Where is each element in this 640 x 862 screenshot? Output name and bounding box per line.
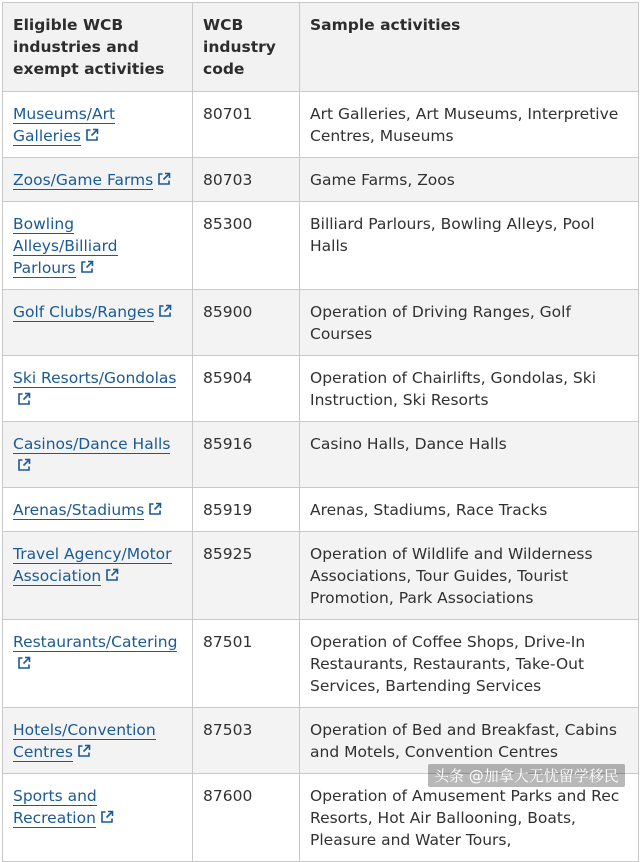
external-link-icon[interactable] (100, 810, 114, 824)
industry-cell (3, 92, 193, 158)
external-link-icon[interactable] (80, 260, 94, 274)
watermark: 头条 @加拿大无忧留学移民 (428, 764, 625, 787)
external-link-icon[interactable] (148, 502, 162, 516)
industry-link[interactable]: Restaurants/Catering (13, 633, 178, 651)
activities-cell: Art Galleries, Art Museums, Interpretive Centres, Museums (300, 92, 639, 158)
table-row (3, 356, 639, 422)
industry-cell (3, 774, 193, 862)
external-link-icon[interactable] (105, 568, 119, 582)
external-link-icon[interactable] (17, 656, 31, 670)
external-link-icon[interactable] (17, 392, 31, 406)
industry-cell (3, 532, 193, 620)
external-link-icon[interactable] (17, 458, 31, 472)
industry-cell (3, 620, 193, 708)
code-cell: 85916 (193, 422, 300, 488)
industry-link[interactable]: Hotels/Convention Centres (13, 721, 156, 761)
table-row (3, 202, 639, 290)
activities-cell: Operation of Coffee Shops, Drive-In Restaurants, Restaurants, Take-Out Services, Bartending Services (300, 620, 639, 708)
header-code: WCB industry code (193, 3, 300, 92)
header-industry: Eligible WCB industries and exempt activities (3, 3, 193, 92)
code-cell: 87600 (193, 774, 300, 862)
code-cell: 85925 (193, 532, 300, 620)
activities-cell: Operation of Bed and Breakfast, Cabins and Motels, Convention Centres (300, 708, 639, 774)
industry-link[interactable]: Ski Resorts/Gondolas (13, 369, 177, 387)
table-header-row (3, 3, 639, 92)
activities-cell: Casino Halls, Dance Halls (300, 422, 639, 488)
activities-cell: Operation of Wildlife and Wilderness Associations, Tour Guides, Tourist Promotion, Park Associations (300, 532, 639, 620)
industry-link[interactable]: Zoos/Game Farms (13, 171, 154, 189)
industry-link[interactable]: Museums/Art Galleries (13, 105, 116, 145)
external-link-icon[interactable] (158, 304, 172, 318)
table-row (3, 158, 639, 202)
activities-cell: Game Farms, Zoos (300, 158, 639, 202)
table-row (3, 532, 639, 620)
table-row (3, 422, 639, 488)
code-cell: 85919 (193, 488, 300, 532)
industry-cell (3, 202, 193, 290)
table-row (3, 620, 639, 708)
activities-cell: Operation of Amusement Parks and Rec Resorts, Hot Air Ballooning, Boats, Pleasure and Water Tours, (300, 774, 639, 862)
industry-link[interactable]: Golf Clubs/Ranges (13, 303, 155, 321)
code-cell: 85300 (193, 202, 300, 290)
external-link-icon[interactable] (77, 744, 91, 758)
code-cell: 87501 (193, 620, 300, 708)
activities-cell: Arenas, Stadiums, Race Tracks (300, 488, 639, 532)
activities-cell: Operation of Driving Ranges, Golf Courses (300, 290, 639, 356)
header-activities: Sample activities (300, 3, 639, 92)
industry-link[interactable]: Bowling Alleys/Billiard Parlours (13, 215, 118, 277)
code-cell: 85904 (193, 356, 300, 422)
industry-cell (3, 422, 193, 488)
external-link-icon[interactable] (157, 172, 171, 186)
table-row (3, 488, 639, 532)
industry-cell (3, 708, 193, 774)
industry-cell (3, 488, 193, 532)
code-cell: 87503 (193, 708, 300, 774)
code-cell: 85900 (193, 290, 300, 356)
industry-link[interactable]: Travel Agency/Motor Association (13, 545, 172, 585)
wcb-industries-table (2, 2, 639, 862)
table-row (3, 290, 639, 356)
industry-cell (3, 290, 193, 356)
activities-cell: Billiard Parlours, Bowling Alleys, Pool Halls (300, 202, 639, 290)
table-row (3, 92, 639, 158)
code-cell: 80703 (193, 158, 300, 202)
activities-cell: Operation of Chairlifts, Gondolas, Ski Instruction, Ski Resorts (300, 356, 639, 422)
industry-link[interactable]: Arenas/Stadiums (13, 501, 145, 519)
code-cell: 80701 (193, 92, 300, 158)
industry-link[interactable]: Casinos/Dance Halls (13, 435, 171, 453)
industry-cell (3, 158, 193, 202)
industry-link[interactable]: Sports and Recreation (13, 787, 97, 827)
industry-cell (3, 356, 193, 422)
external-link-icon[interactable] (85, 128, 99, 142)
